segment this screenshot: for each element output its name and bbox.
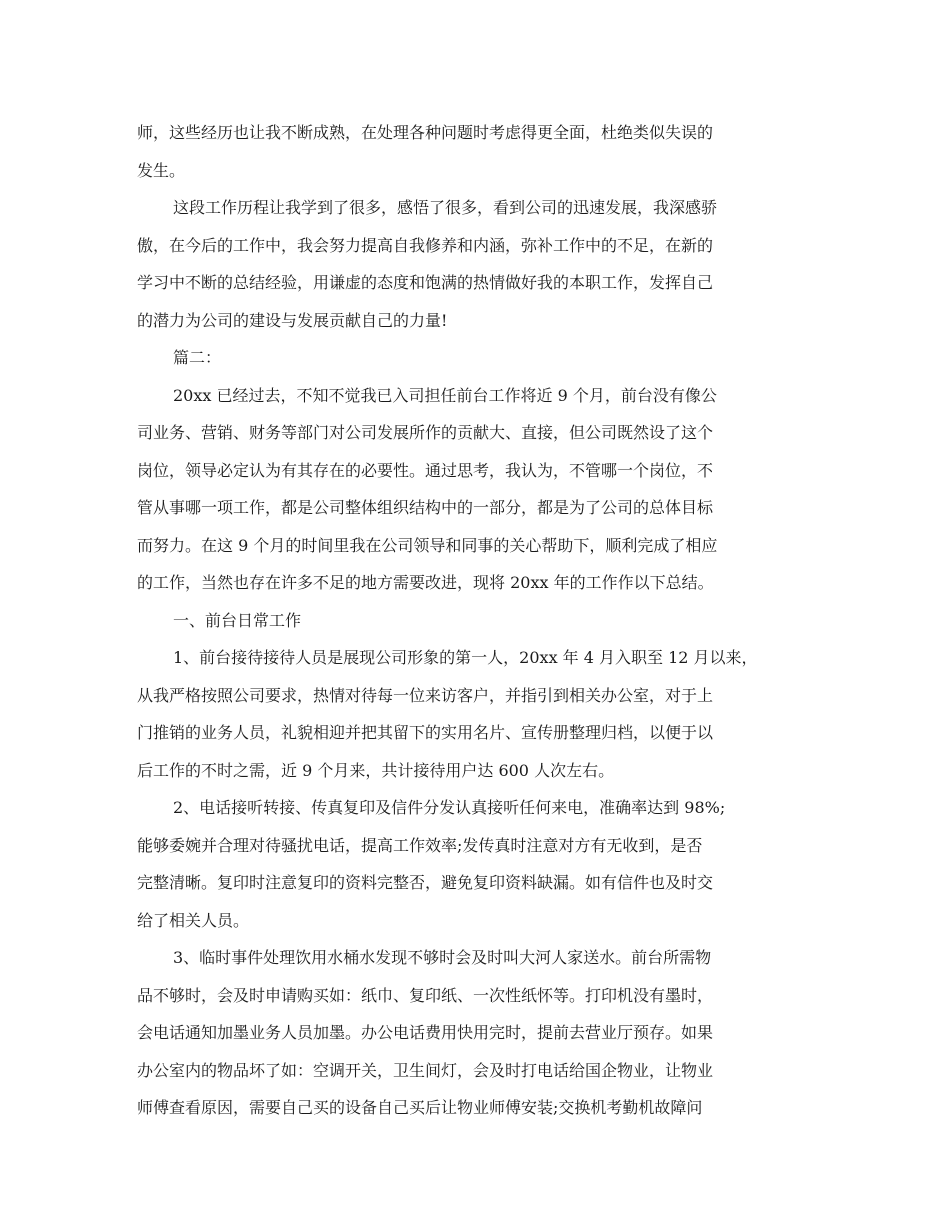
document-body (137, 114, 827, 1127)
text-line: 这段工作历程让我学到了很多，感悟了很多，看到公司的迅速发展，我深感骄 (173, 198, 718, 217)
text-line: 给了相关人员。 (137, 910, 250, 930)
text-line: 篇二： (173, 348, 222, 367)
text-line: 能够委婉并合理对待骚扰电话，提高工作效率;发传真时注意对方有无收到，是否 (137, 835, 703, 855)
text-line: 师，这些经历也让我不断成熟，在处理各种问题时考虑得更全面，杜绝类似失误的 (137, 123, 714, 142)
text-line: 会电话通知加墨业务人员加墨。办公电话费用快用完时，提前去营业厅预存。如果 (137, 1023, 714, 1042)
text-line: 傲，在今后的工作中，我会努力提高自我修养和内涵，弥补工作中的不足，在新的 (137, 235, 714, 255)
text-line: 办公室内的物品坏了如：空调开关，卫生间灯，会及时打电话给国企物业，让物业 (137, 1060, 714, 1080)
text-line: 从我严格按照公司要求，热情对待每一位来访客户，并指引到相关办公室，对于上 (137, 685, 714, 705)
text-line: 后工作的不时之需，近 9 个月来，共计接待用户达 600 人次左右。 (137, 760, 615, 780)
text-line: 管从事哪一项工作，都是公司整体组织结构中的一部分，都是为了公司的总体目标 (137, 498, 714, 517)
text-line: 门推销的业务人员，礼貌相迎并把其留下的实用名片、宣传册整理归档，以便于以 (137, 723, 714, 742)
text-line: 20xx 已经过去，不知不觉我已入司担任前台工作将近 9 个月，前台没有像公 (173, 385, 717, 405)
text-line: 学习中不断的总结经验，用谦虚的态度和饱满的热情做好我的本职工作，发挥自己 (137, 273, 714, 292)
text-line: 品不够时，会及时申请购买如：纸巾、复印纸、一次性纸怀等。打印机没有墨时， (137, 985, 714, 1005)
text-line: 师傅查看原因，需要自己买的设备自己买后让物业师傅安装;交换机考勤机故障问 (137, 1098, 703, 1117)
text-line: 而努力。在这 9 个月的时间里我在公司领导和同事的关心帮助下，顺利完成了相应 (137, 535, 718, 555)
text-line: 3、临时事件处理饮用水桶水发现不够时会及时叫大河人家送水。前台所需物 (173, 948, 712, 967)
text-line: 发生。 (137, 160, 186, 180)
text-line: 一、前台日常工作 (173, 610, 302, 630)
text-line: 的潜力为公司的建设与发展贡献自己的力量! (137, 310, 448, 330)
text-line: 的工作，当然也存在许多不足的地方需要改进，现将 20xx 年的工作作以下总结。 (137, 573, 714, 592)
text-line: 岗位，领导必定认为有其存在的必要性。通过思考，我认为，不管哪一个岗位，不 (137, 460, 714, 480)
text-line: 司业务、营销、财务等部门对公司发展所作的贡献大、直接，但公司既然设了这个 (137, 423, 714, 442)
text-line: 1、前台接待接待人员是展现公司形象的第一人，20xx 年 4 月入职至 12 月以来， (173, 648, 758, 667)
text-line: 2、电话接听转接、传真复印及信件分发认真接听任何来电，准确率达到 98%; (173, 798, 726, 817)
text-line: 完整清晰。复印时注意复印的资料完整否，避免复印资料缺漏。如有信件也及时交 (137, 873, 714, 892)
